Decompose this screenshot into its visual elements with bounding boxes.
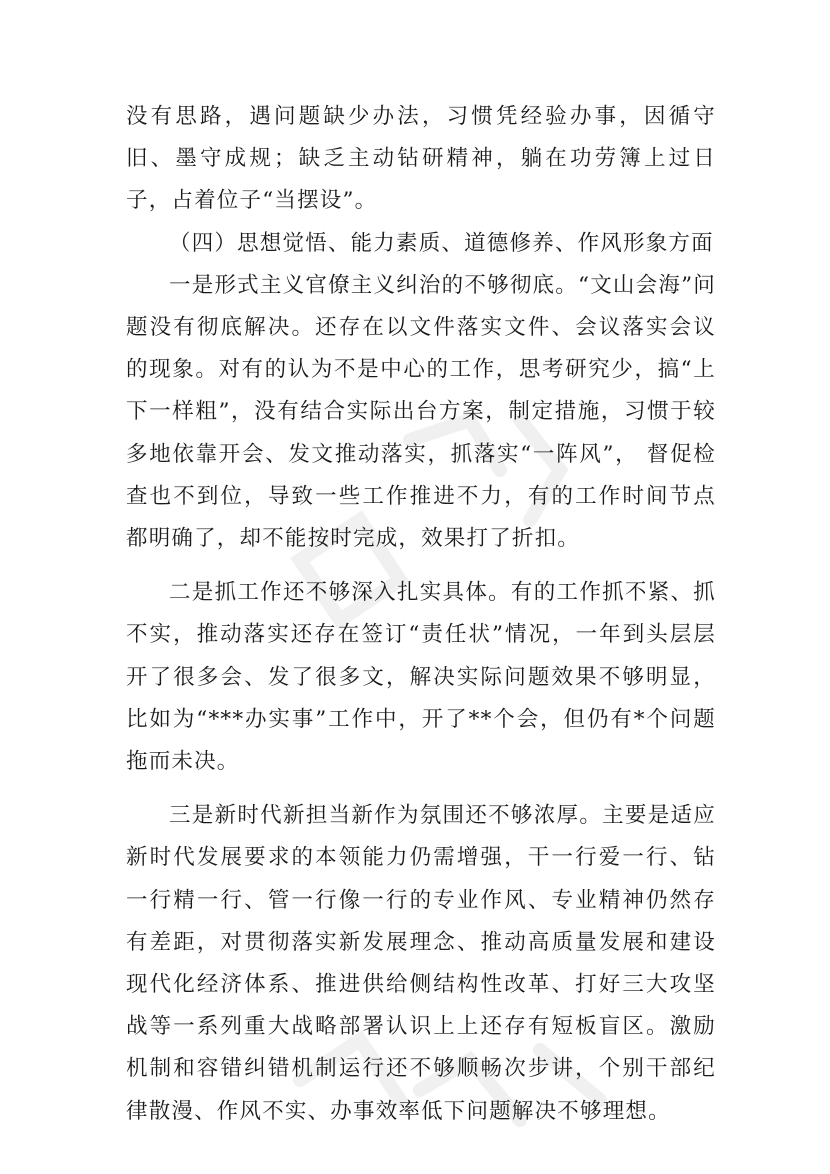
document-body xyxy=(126,96,716,1133)
paragraph-formalism: 一是形式主义官僚主义纠治的不够彻底。“文山会海”问题没有彻底解决。还存在以文件落实文件、会议落实会议的现象。对有的认为不是中心的工作，思考研究少，搞“上下一样粗”，没有结合实际出台方案，制定措施，习惯于较多地依靠开会、发文推动落实，抓落实“一阵风”， 督促检查也不到位，导致一些工作推进不力，有的工作时间节点都明确了，却不能按时完成，效果打了折扣。 xyxy=(126,272,716,552)
paragraph-work-depth: 二是抓工作还不够深入扎实具体。有的工作抓不紧、抓不实，推动落实还存在签订“责任状”情况，一年到头层层开了很多会、发了很多文，解决实际问题效果不够明显，比如为“***办实事”工作中，开了**个会，但仍有*个问题拖而未决。 xyxy=(126,580,716,775)
section-heading: （四）思想觉悟、能力素质、道德修养、作风形象方面 xyxy=(169,230,714,256)
paragraph-continuation: 没有思路，遇问题缺少办法，习惯凭经验办事，因循守旧、墨守成规；缺乏主动钻研精神，躺在功劳簿上过日子，占着位子“当摆设”。 xyxy=(126,104,716,214)
paragraph-new-era: 三是新时代新担当新作为氛围还不够浓厚。主要是适应新时代发展要求的本领能力仍需增强，干一行爱一行、钻一行精一行、管一行像一行的专业作风、专业精神仍然存有差距，对贯彻落实新发展理念、推动高质量发展和建设现代化经济体系、推进供给侧结构性改革、打好三大攻坚战等一系列重大战略部署认识上上还存有短板盲区。激励机制和容错纠错机制运行还不够顺畅次步讲，个别干部纪律散漫、作风不实、办事效率低下问题解决不够理想。 xyxy=(126,803,716,1124)
